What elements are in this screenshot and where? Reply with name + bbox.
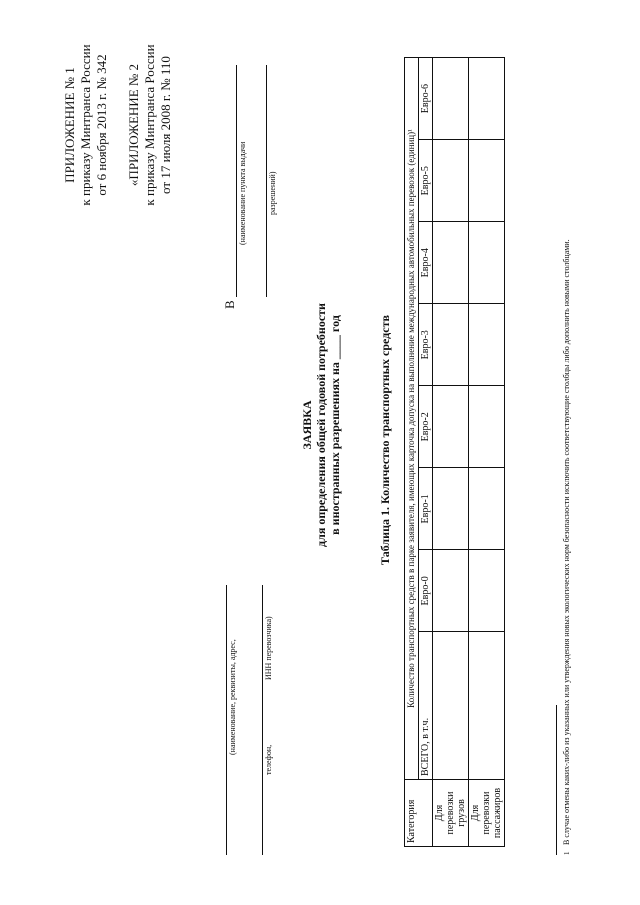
column-header: Евро-1	[419, 468, 433, 550]
column-header: Евро-4	[419, 222, 433, 304]
annex-line-2: к приказу Минтранса России	[78, 44, 93, 206]
table-cell	[469, 222, 505, 304]
group-header: Количество транспортных средств в парке заявителя, имеющих карточка допуска на выполнение международных автомобильных перевозок (единиц)¹	[405, 58, 419, 780]
annex-header	[62, 25, 174, 225]
annex-line-6: от 17 июля 2008 г. № 110	[158, 56, 173, 194]
annex-line-3: от 6 ноября 2013 г. № 342	[94, 54, 109, 196]
column-header: Евро-3	[419, 304, 433, 386]
table-cell	[469, 632, 505, 780]
request-title	[300, 275, 342, 575]
table-cell	[433, 386, 469, 468]
column-header: Евро-0	[419, 550, 433, 632]
issuer-caption-2: разрешений)	[268, 171, 277, 215]
request-title-line-3: в иностранных разрешениях на ____ год	[328, 315, 342, 535]
request-title-line-2: для определения общей годовой потребности	[314, 303, 328, 547]
column-header: ВСЕГО, в т.ч.	[419, 632, 433, 780]
footnote-text: В случае отмены каких-либо из указанных или утверждения новых экологических норм безопасности исключить соответствующие столбцы либо дополнить новыми столбцами.	[562, 239, 571, 845]
table-cell	[469, 468, 505, 550]
issuer-line-1	[236, 65, 237, 297]
vehicle-table	[404, 57, 505, 847]
applicant-caption-inn: ИНН перевозчика)	[264, 616, 273, 680]
category-header: Категория	[405, 780, 433, 847]
table-cell	[433, 304, 469, 386]
table-cell	[433, 468, 469, 550]
table-cell	[433, 58, 469, 140]
table-cell	[433, 222, 469, 304]
footnote-separator	[556, 705, 557, 855]
table-cell	[469, 140, 505, 222]
request-title-word: ЗАЯВКА	[300, 400, 314, 450]
table-cell	[469, 550, 505, 632]
table-cell	[433, 140, 469, 222]
table-cell	[469, 58, 505, 140]
footnote-mark: 1	[563, 851, 571, 855]
applicant-line-1	[226, 585, 227, 855]
column-header: Евро-5	[419, 140, 433, 222]
annex-line-4: «ПРИЛОЖЕНИЕ № 2	[126, 63, 141, 187]
applicant-caption-phone: телефон,	[264, 744, 273, 775]
annex-line-5: к приказу Минтранса России	[142, 44, 157, 206]
table-cell	[469, 386, 505, 468]
applicant-caption-1: (наименование, реквизиты, адрес,	[228, 639, 237, 755]
column-header: Евро-6	[419, 58, 433, 140]
issuer-caption-1: (наименование пункта выдачи	[238, 141, 247, 245]
row-label: Для перевозки пассажиров	[469, 780, 505, 847]
annex-line-1: ПРИЛОЖЕНИЕ № 1	[62, 67, 77, 183]
table-cell	[469, 304, 505, 386]
row-label: Для перевозки грузов	[433, 780, 469, 847]
table-cell	[433, 550, 469, 632]
issuer-line-2	[266, 65, 267, 297]
issuer-prefix: В	[222, 300, 237, 309]
applicant-line-2	[262, 585, 263, 855]
table-caption: Таблица 1. Количество транспортных средств	[378, 315, 392, 565]
column-header: Евро-2	[419, 386, 433, 468]
table-cell	[433, 632, 469, 780]
